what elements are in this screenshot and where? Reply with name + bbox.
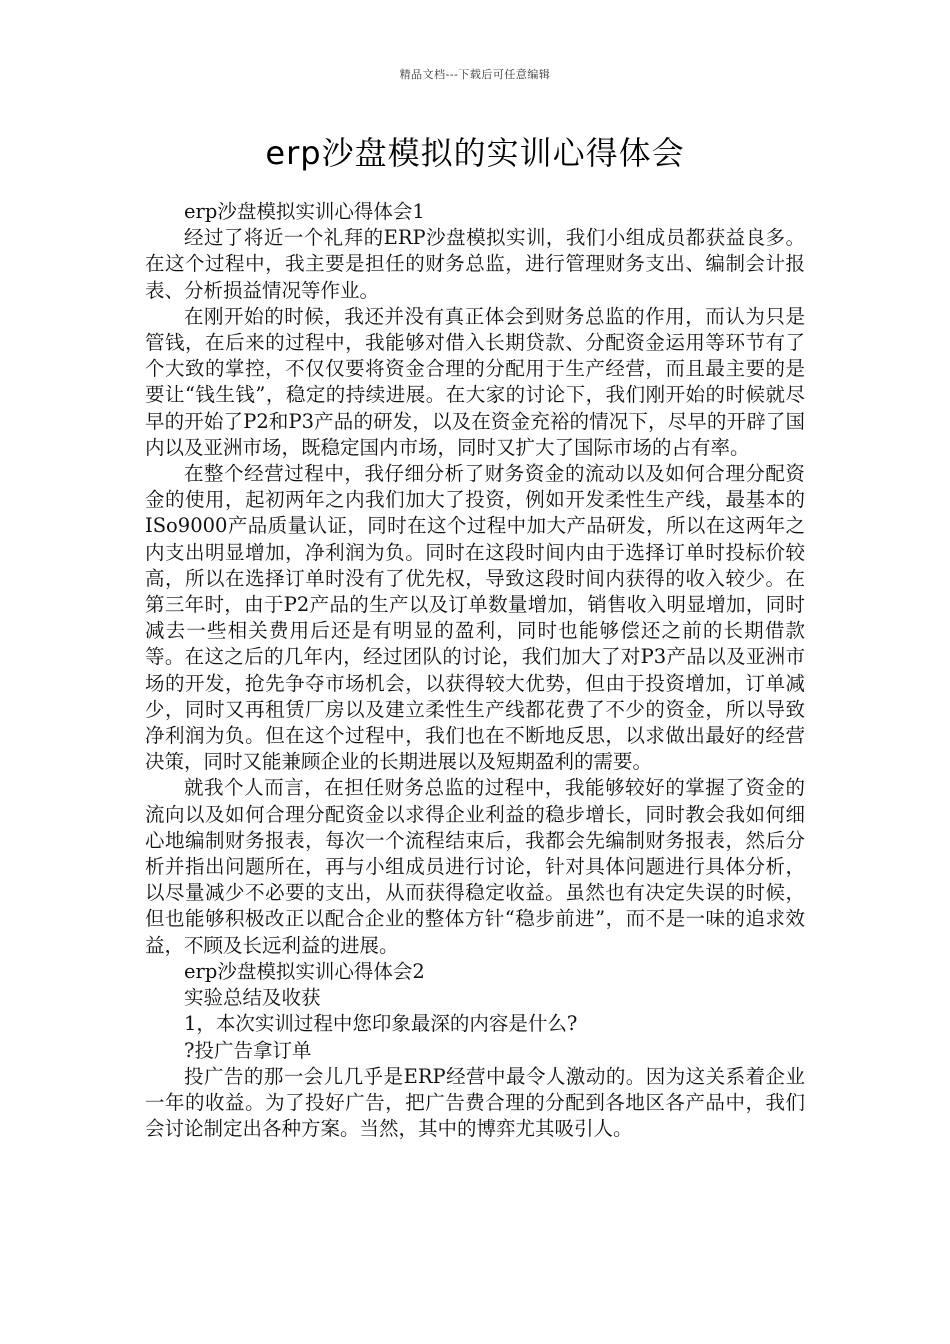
header-note: 精品文档---下载后可任意编辑 xyxy=(399,68,551,81)
paragraph: 在整个经营过程中，我仔细分析了财务资金的流动以及如何合理分配资金的使用，起初两年之内我们加大了投资，例如开发柔性生产线，最基本的ISo9000产品质量认证，同时在这个过程中加大产品研发，所以在这两年之内支出明显增加，净利润为负。同时在这段时间内由于选择订单时投标价较高，所以在选择订单时没有了优先权，导致这段时间内获得的收入较少。在第三年时，由于P2产品的生产以及订单数量增加，销售收入明显增加，同时减去一些相关费用后还是有明显的盈利，同时也能够偿还之前的长期借款等。在这之后的几年内，经过团队的讨论，我们加大了对P3产品以及亚洲市场的开发，抢先争夺市场机会，以获得较大优势，但由于投资增加，订单减少，同时又再租赁厂房以及建立柔性生产线都花费了不少的资金，所以导致净利润为负。但在这个过程中，我们也在不断地反思，以求做出最好的经营决策，同时又能兼顾企业的长期进展以及短期盈利的需要。 xyxy=(145,462,805,774)
paragraph: 投广告的那一会儿几乎是ERP经营中最令人激动的。因为这关系着企业一年的收益。为了投好广告，把广告费合理的分配到各地区各产品中，我们会讨论制定出各种方案。当然，其中的博弈尤其吸引人。 xyxy=(145,1064,805,1141)
paragraph: 在刚开始的时候，我还并没有真正体会到财务总监的作用，而认为只是管钱，在后来的过程中，我能够对借入长期贷款、分配资金运用等环节有了个大致的掌控，不仅仅要将资金合理的分配用于生产经营，而且最主要的是要让“钱生钱”，稳定的持续进展。在大家的讨论下，我们刚开始的时候就尽早的开始了P2和P3产品的研发，以及在资金充裕的情况下，尽早的开辟了国内以及亚洲市场，既稳定国内市场，同时又扩大了国际市场的占有率。 xyxy=(145,304,805,459)
question: 1，本次实训过程中您印象最深的内容是什么? xyxy=(184,1012,578,1036)
section-heading-2: erp沙盘模拟实训心得体会2 xyxy=(184,959,425,983)
document-body xyxy=(145,199,805,1142)
paragraph: 经过了将近一个礼拜的ERP沙盘模拟实训，我们小组成员都获益良多。在这个过程中，我主要是担任的财务总监，进行管理财务支出、编制会计报表、分析损益情况等作业。 xyxy=(145,226,805,302)
document-title: erp沙盘模拟的实训心得体会 xyxy=(265,134,685,172)
section-heading-1: erp沙盘模拟实训心得体会1 xyxy=(184,200,425,223)
subheading: 实验总结及收获 xyxy=(184,986,321,1010)
point-heading: ?投广告拿订单 xyxy=(184,1038,312,1062)
paragraph: 就我个人而言，在担任财务总监的过程中，我能够较好的掌握了资金的流向以及如何合理分配资金以求得企业利益的稳步增长，同时教会我如何细心地编制财务报表，每次一个流程结束后，我都会先编制财务报表，然后分析并指出问题所在，再与小组成员进行讨论，针对具体问题进行具体分析，以尽量减少不必要的支出，从而获得稳定收益。虽然也有决定失误的时候，但也能够积极改正以配合企业的整体方针“稳步前进”，而不是一味的追求效益，不顾及长远利益的进展。 xyxy=(145,776,805,957)
